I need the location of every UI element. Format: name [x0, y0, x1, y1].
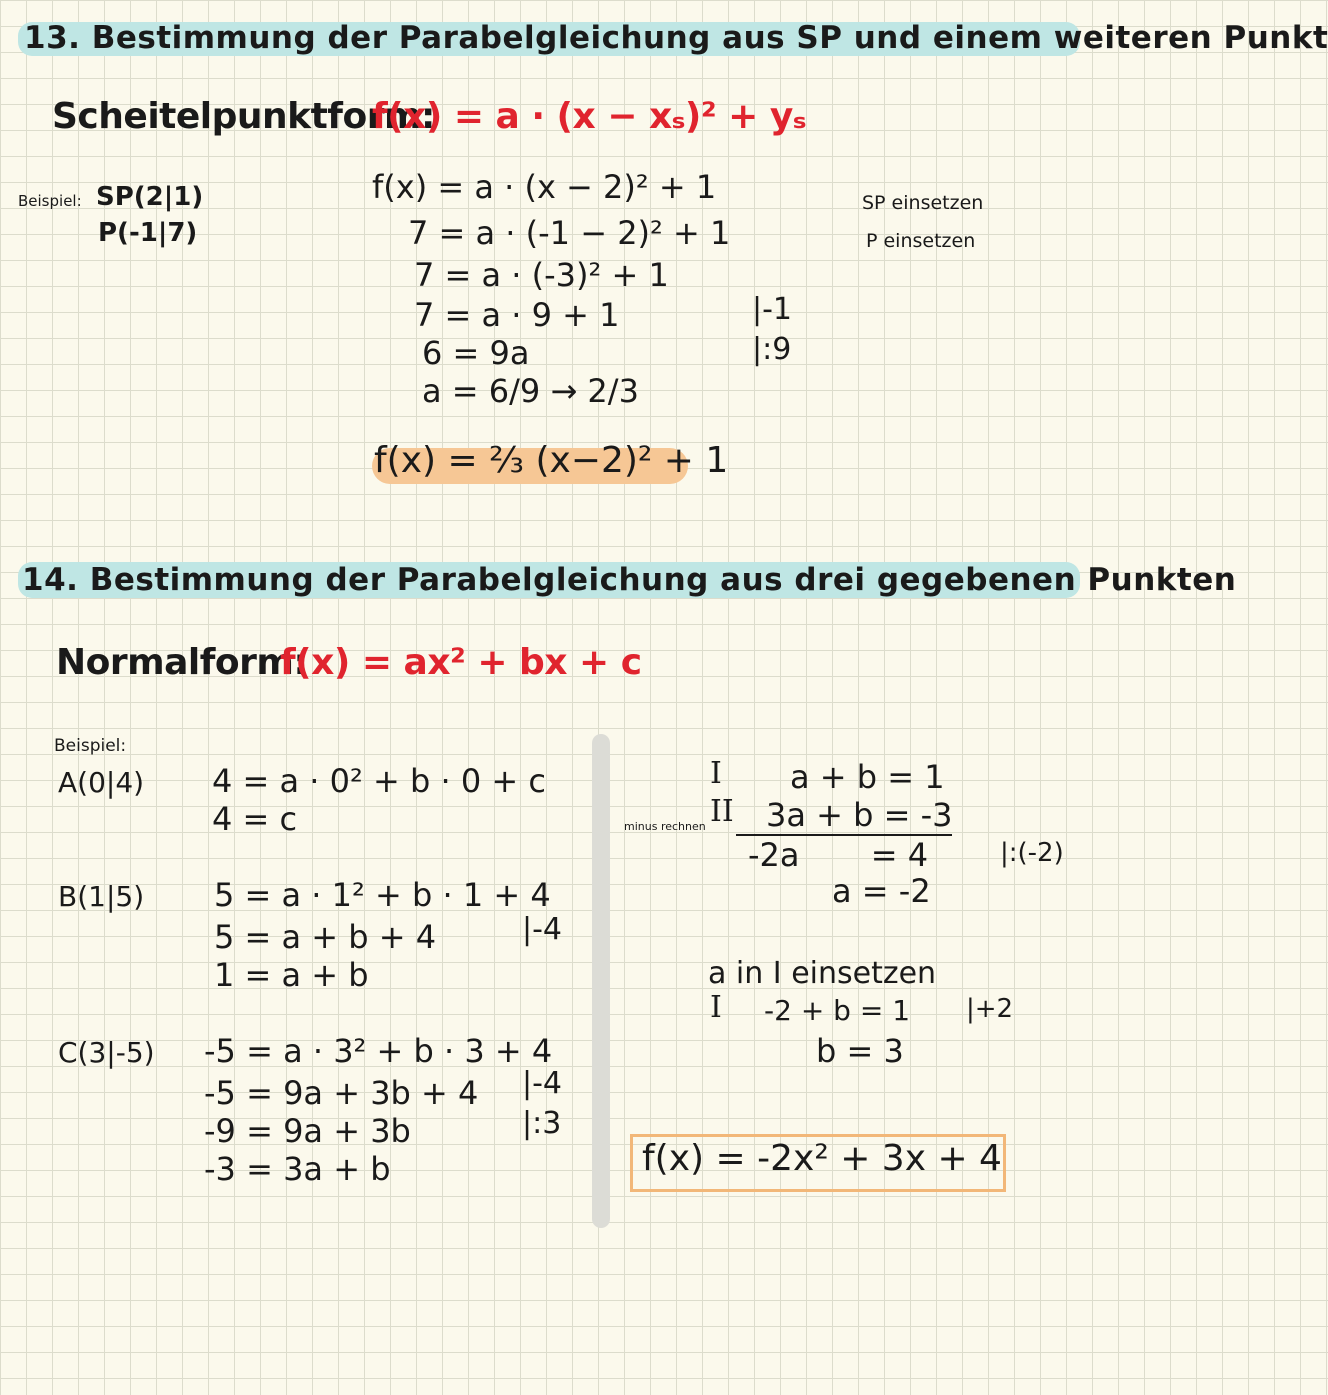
given-vertex: SP(2|1) — [96, 182, 204, 212]
note-p-insert: P einsetzen — [866, 230, 976, 252]
point-a-line-1: 4 = a · 0² + b · 0 + c — [212, 762, 546, 800]
example-label-14: Beispiel: — [54, 736, 127, 756]
section-14-title: 14. Bestimmung der Parabelgleichung aus drei gegebenen Punkten — [22, 562, 1237, 598]
b-result: b = 3 — [816, 1032, 904, 1070]
example-label-13: Beispiel: — [18, 192, 82, 210]
point-c-line-4: -3 = 3a + b — [204, 1150, 391, 1188]
difference-operation: |:(-2) — [1000, 838, 1064, 868]
vertex-calc-line-4: 7 = a · 9 + 1 — [414, 296, 620, 334]
point-a-line-2: 4 = c — [212, 800, 298, 838]
vertex-calc-line-5: 6 = 9a — [422, 334, 530, 372]
point-b-line-1: 5 = a · 1² + b · 1 + 4 — [214, 876, 551, 914]
equation-1: a + b = 1 — [790, 758, 945, 796]
point-c-line-1: -5 = a · 3² + b · 3 + 4 — [204, 1032, 553, 1070]
operation-divide-9: |:9 — [752, 332, 792, 367]
point-c-operation-2: |:3 — [522, 1106, 562, 1141]
point-c-line-3: -9 = 9a + 3b — [204, 1112, 411, 1150]
a-result: a = -2 — [832, 872, 931, 910]
given-point: P(-1|7) — [98, 218, 198, 248]
vertex-calc-line-1: f(x) = a · (x − 2)² + 1 — [372, 168, 717, 206]
vertex-calc-line-3: 7 = a · (-3)² + 1 — [414, 256, 669, 294]
normal-form-formula: f(x) = ax² + bx + c — [280, 642, 642, 683]
point-c-operation-1: |-4 — [522, 1066, 563, 1101]
point-b-line-3: 1 = a + b — [214, 956, 369, 994]
point-b: B(1|5) — [58, 880, 145, 913]
point-c: C(3|-5) — [58, 1036, 155, 1069]
minus-calc-note: minus rechnen — [624, 820, 706, 833]
note-sp-insert: SP einsetzen — [862, 192, 984, 214]
vertex-form-formula: f(x) = a · (x − xₛ)² + yₛ — [372, 96, 807, 137]
equation-2-label: II — [710, 794, 734, 829]
insert-equation-label: I — [710, 990, 722, 1025]
insert-note: a in I einsetzen — [708, 956, 937, 991]
section-13-title: 13. Bestimmung der Parabelgleichung aus SP und einem weiteren Punkt — [24, 20, 1328, 56]
vertex-calc-line-6: a = 6/9 → 2/3 — [422, 372, 639, 410]
vertex-form-label: Scheitelpunktform: — [52, 96, 435, 137]
equation-difference: -2a = 4 — [748, 836, 929, 874]
point-a: A(0|4) — [58, 766, 145, 799]
point-b-line-2: 5 = a + b + 4 — [214, 918, 437, 956]
insert-equation: -2 + b = 1 — [764, 994, 911, 1027]
vertex-result-formula: f(x) = ⅔ (x−2)² + 1 — [374, 440, 729, 481]
normal-form-label: Normalform: — [56, 642, 308, 683]
equation-2: 3a + b = -3 — [766, 796, 953, 834]
vertex-calc-line-2: 7 = a · (-1 − 2)² + 1 — [408, 214, 731, 252]
point-b-operation: |-4 — [522, 912, 563, 947]
operation-minus-1: |-1 — [752, 292, 793, 327]
equation-1-label: I — [710, 756, 722, 791]
normal-result-formula: f(x) = -2x² + 3x + 4 — [642, 1138, 1002, 1179]
insert-operation: |+2 — [966, 994, 1014, 1024]
column-divider — [592, 734, 610, 1228]
point-c-line-2: -5 = 9a + 3b + 4 — [204, 1074, 479, 1112]
